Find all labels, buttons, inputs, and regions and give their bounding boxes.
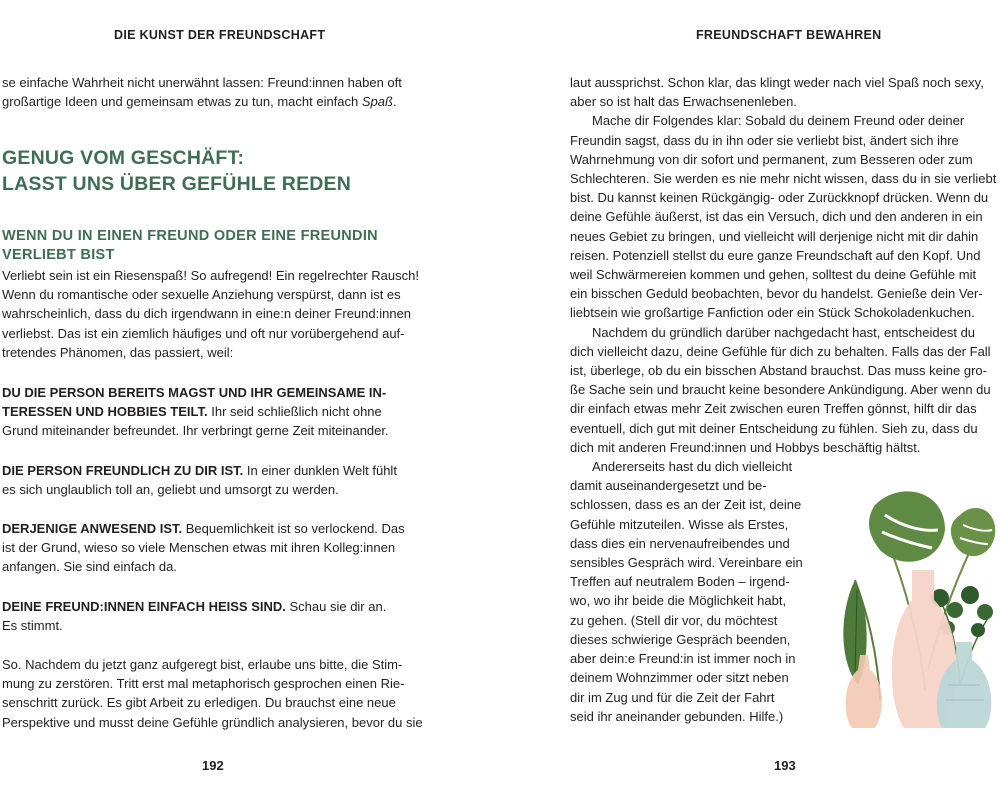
text-line: dich mit anderen Freund:innen und Hobbys beschäftig hältst. <box>570 439 921 455</box>
intro-paragraph <box>2 73 402 111</box>
reason-item: DU DIE PERSON BEREITS MAGST UND IHR GEMEINSAME IN- TERESSEN UND HOBBIES TEILT. Ihr seid schließlich nicht ohne Grund miteinander befreundet. Ihr verbringt gerne Zeit miteinander. <box>2 385 389 439</box>
text-line: ße Sache sein und braucht keine besondere Ankündigung. Aber wenn du <box>570 382 991 398</box>
text-line: neues Gebiet zu bringen, und vielleicht will derjenige nicht mit dir dahin <box>570 228 979 244</box>
text-line: Mache dir Folgendes klar: Sobald du deinem Freund oder deiner <box>592 113 965 129</box>
text-line: Wahrnehmung von dir sofort und permanent, zum Besseren oder zum <box>570 151 973 167</box>
text-line: damit auseinandergesetzt und be- <box>570 478 767 494</box>
page-number: 192 <box>202 758 224 773</box>
text-line: Treffen auf neutralem Boden – irgend- <box>570 574 790 590</box>
paragraph: So. Nachdem du jetzt ganz aufgeregt bist, erlaube uns bitte, die Stim- mung zu zerstören. Tritt erst mal metaphorisch gesprochen einen Rie- senschritt zurück. Es gibt Arbeit zu erledigen. Du brauchst eine neue Perspektive und musst deine Gefühle gründlich analysieren, bevor du sie <box>2 657 423 730</box>
text-line: wo, wo ihr beide die Möglichkeit habt, <box>570 593 787 609</box>
text-line: reisen. Potenziell stellst du eure ganze Freundschaft auf den Kopf. Und <box>570 247 981 263</box>
text-line: dass dies ein nervenaufreibendes und <box>570 535 790 551</box>
text-line: seid ihr aneinander gebunden. Hilfe.) <box>570 708 784 724</box>
text-line: deinem Wohnzimmer oder sitzt neben <box>570 670 789 686</box>
text-line: schlossen, dass es an der Zeit ist, deine <box>570 497 802 513</box>
right-page <box>500 0 1000 800</box>
left-running-head: DIE KUNST DER FREUNDSCHAFT <box>114 28 326 42</box>
right-running-head: FREUNDSCHAFT BEWAHREN <box>696 28 882 42</box>
text-line: liebtsein wie großartige Fanfiction oder ein Stück Schokoladenkuchen. <box>570 305 975 321</box>
page-number: 193 <box>774 758 796 773</box>
text-line: großartige Ideen und gemeinsam etwas zu tun, macht einfach Spaß. <box>2 94 397 110</box>
text-line: dir einfach etwas mehr Zeit zwischen euren Treffen gönnst, hilft dir das <box>570 401 977 417</box>
text-line: dieses schwierige Gespräch beenden, <box>570 631 791 647</box>
text-line: deine Gefühle äußerst, ist das ein Versuch, dich und den anderen in ein <box>570 209 983 225</box>
text-line: weil Schwärmereien kommen und gehen, solltest du deine Gefühle mit <box>570 267 977 283</box>
subsection-heading: WENN DU IN EINEN FREUND ODER EINE FREUNDIN VERLIEBT BIST <box>2 228 378 263</box>
text-line: laut aussprichst. Schon klar, das klingt weder nach viel Spaß noch sexy, <box>570 75 984 90</box>
text-line: sensibles Gespräch wird. Vereinbare ein <box>570 555 803 571</box>
plant-vases-illustration <box>830 470 1000 730</box>
text-line: se einfache Wahrheit nicht unerwähnt lassen: Freund:innen haben oft <box>2 75 402 90</box>
text-line: Nachdem du gründlich darüber nachgedacht hast, entscheidest du <box>592 324 976 340</box>
text-line: zu gehen. (Stell dir vor, du möchtest <box>570 612 778 628</box>
reason-item: DERJENIGE ANWESEND IST. Bequemlichkeit ist so verlockend. Das ist der Grund, wieso so viele Menschen etwas mit ihren Kolleg:innen anfangen. Sie sind einfach da. <box>2 521 405 575</box>
text-line: ist, überlege, ob du ein bisschen Abstand brauchst. Das muss keine gro- <box>570 363 987 379</box>
text-line: ein bisschen Geduld beobachten, bevor du handelst. Genieße dein Ver- <box>570 286 983 302</box>
emphasis: Spaß <box>361 94 393 110</box>
paragraph: Verliebt sein ist ein Riesenspaß! So aufregend! Ein regelrechter Rausch! Wenn du romantische oder sexuelle Anziehung verspürst, dann ist es wahrscheinlich, dass du dich irgendwann in eine:n deiner Freund:innen verliebst. Das ist ein ziemlich häufiges und oft nur vorübergehend auf- tretendes Phänomen, das passiert, weil: <box>2 268 419 360</box>
section-heading: GENUG VOM GESCHÄFT: LASST UNS ÜBER GEFÜHLE REDEN <box>2 147 352 195</box>
text-line: Schlechteren. Sie werden es nie mehr nicht wissen, dass du in sie verliebt <box>570 171 997 187</box>
text-line: Freundin sagst, dass du in ihn oder sie verliebt bist, ändert sich ihre <box>570 132 959 148</box>
text-line: dich vielleicht dazu, deine Gefühle für dich zu behalten. Falls das der Fall <box>570 343 991 359</box>
text-line: aber dein:e Freund:in ist immer noch in <box>570 651 796 667</box>
text-line: Gefühle mitzuteilen. Wisse als Erstes, <box>570 516 789 532</box>
text-line: Andererseits hast du dich vielleicht <box>592 459 793 475</box>
reason-item: DIE PERSON FREUNDLICH ZU DIR IST. In einer dunklen Welt fühlt es sich unglaublich toll an, geliebt und umsorgt zu werden. <box>2 463 397 498</box>
text-line: aber so ist halt das Erwachsenenleben. <box>570 94 797 110</box>
text-line: bist. Du kannst keinen Rückgängig- oder Zurückknopf drücken. Wenn du <box>570 190 989 206</box>
reason-item: DEINE FREUND:INNEN EINFACH HEISS SIND. Schau sie dir an. Es stimmt. <box>2 599 387 634</box>
text-line: dir im Zug und für die Zeit der Fahrt <box>570 689 775 705</box>
text-line: eventuell, dich gut mit deiner Entscheidung zu fühlen. Sieh zu, dass du <box>570 420 978 436</box>
